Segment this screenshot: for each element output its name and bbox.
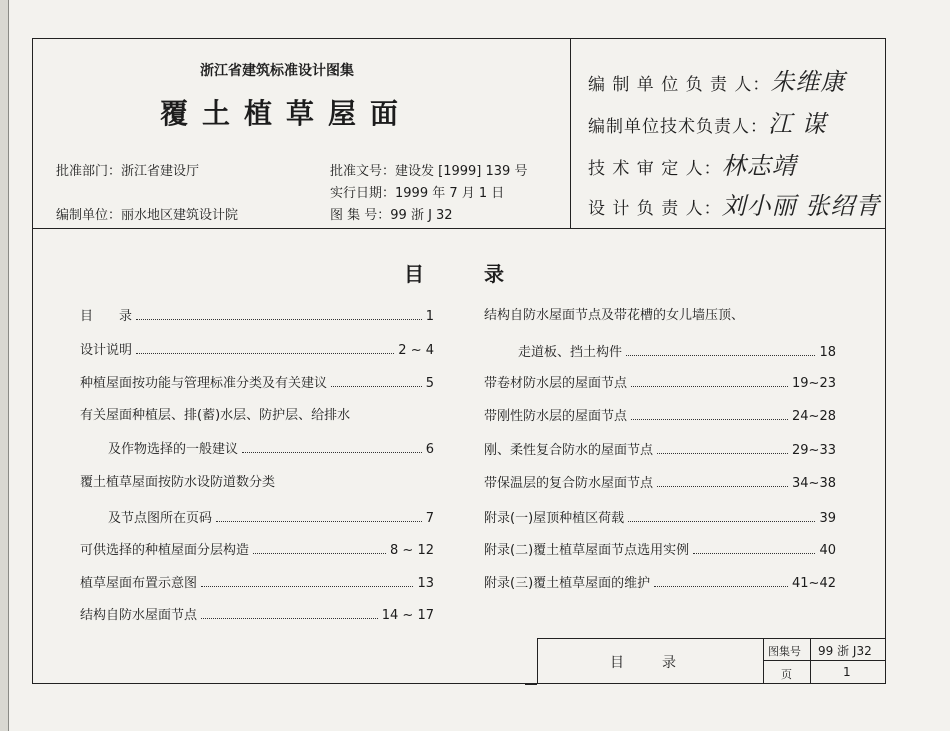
toc-entry <box>80 304 434 324</box>
toc-leader <box>628 521 815 522</box>
page-label: 页 <box>781 668 792 681</box>
toc-entry-label: 带卷材防水层的屋面节点 <box>484 376 628 391</box>
compile-unit <box>56 204 238 223</box>
toc-entry <box>484 438 836 458</box>
approval-doc-label: 批准文号： <box>330 164 396 179</box>
toc-entry-label: 可供选择的种植屋面分层构造 <box>80 543 250 558</box>
atlas-number-label: 图 集 号： <box>330 208 391 223</box>
title-block-title-char: 录 <box>662 655 676 671</box>
toc-entry <box>518 340 836 360</box>
toc-leader <box>253 553 386 554</box>
toc-entry <box>484 371 836 391</box>
toc-leader <box>631 419 788 420</box>
toc-entry-label: 带保温层的复合防水屋面节点 <box>484 476 654 491</box>
signature-row <box>588 62 845 97</box>
header-divider <box>32 228 886 229</box>
atlas-number-label: 图集号 <box>768 645 801 658</box>
toc-leader <box>136 319 422 320</box>
toc-entry-label: 附录(一)屋顶种植区荷载 <box>484 511 625 526</box>
toc-entry <box>108 506 434 526</box>
signature-role: 编制单位技术负责人： <box>588 117 768 137</box>
signature-row <box>588 146 797 181</box>
signature-role: 技 术 审 定 人： <box>588 159 722 179</box>
toc-entry <box>80 371 434 391</box>
title-block-divider <box>763 638 764 684</box>
toc-entry-page: 39 <box>819 511 836 526</box>
signature-row <box>588 186 880 221</box>
toc-entry-page: 7 <box>425 511 434 526</box>
toc-leader <box>331 386 422 387</box>
toc-entry-label: 附录(三)覆土植草屋面的维护 <box>484 576 651 591</box>
toc-entry-label: 目 录 <box>80 309 133 324</box>
title-block-title-char: 目 <box>610 655 624 671</box>
toc-entry-page: 19~23 <box>792 376 836 391</box>
toc-entry-page: 40 <box>819 543 836 558</box>
toc-heading-char: 目 <box>404 262 424 286</box>
handwritten-signature: 江 谋 <box>768 110 827 138</box>
frame-mark <box>525 684 537 685</box>
toc-heading <box>404 258 504 287</box>
atlas-number-value: 99 浙 J 32 <box>390 208 453 223</box>
title-block-title <box>610 652 676 672</box>
toc-entry-label: 种植屋面按功能与管理标准分类及有关建议 <box>80 376 328 391</box>
toc-leader <box>654 586 788 587</box>
atlas-number-value: 99 浙 J32 <box>818 644 872 658</box>
toc-entry-page: 5 <box>425 376 434 391</box>
toc-leader <box>693 553 815 554</box>
toc-leader <box>626 355 815 356</box>
approval-dept-value: 浙江省建设厅 <box>121 164 200 179</box>
effective-date-value: 1999 年 7 月 1 日 <box>395 186 505 201</box>
toc-entry <box>484 404 836 424</box>
toc-entry <box>80 603 434 623</box>
toc-entry-label: 刚、柔性复合防水的屋面节点 <box>484 443 654 458</box>
toc-entry-page: 34~38 <box>792 476 836 491</box>
toc-entry <box>484 571 836 591</box>
title-block-divider <box>810 638 811 684</box>
binding-edge <box>0 0 9 731</box>
toc-entry <box>484 506 836 526</box>
effective-date-label: 实行日期： <box>330 186 396 201</box>
atlas-number <box>330 204 453 223</box>
toc-leader <box>242 452 422 453</box>
effective-date <box>330 182 504 201</box>
signature-row <box>588 104 827 139</box>
toc-entry-page: 24~28 <box>792 409 836 424</box>
title-block-divider <box>763 660 886 661</box>
handwritten-signature: 林志靖 <box>721 152 797 180</box>
header-column-divider <box>570 38 571 228</box>
atlas-title: 覆土植草屋面 <box>160 97 413 130</box>
toc-entry-label: 及作物选择的一般建议 <box>108 442 239 457</box>
toc-entry-label: 结构自防水屋面节点及带花槽的女儿墙压顶、 <box>484 308 745 323</box>
toc-entry <box>484 471 836 491</box>
handwritten-signature: 刘小丽 张绍青 <box>721 192 881 220</box>
toc-entry <box>484 538 836 558</box>
handwritten-signature: 朱维康 <box>770 68 846 96</box>
toc-entry-label: 走道板、挡土构件 <box>518 345 623 360</box>
page-number: 1 <box>843 665 851 679</box>
toc-leader <box>201 586 413 587</box>
approval-dept-label: 批准部门： <box>56 164 122 179</box>
toc-leader <box>216 521 422 522</box>
toc-entry-page: 8 ~ 12 <box>390 543 434 558</box>
toc-entry-page: 2 ~ 4 <box>398 343 434 358</box>
signature-role: 设 计 负 责 人： <box>588 199 722 219</box>
toc-leader <box>201 618 378 619</box>
toc-entry-page: 13 <box>417 576 434 591</box>
toc-entry <box>108 437 434 457</box>
toc-entry-label: 结构自防水屋面节点 <box>80 608 198 623</box>
approval-dept <box>56 160 199 179</box>
toc-entry <box>80 338 434 358</box>
toc-entry-page: 6 <box>425 442 434 457</box>
series-title: 浙江省建筑标准设计图集 <box>200 63 354 79</box>
toc-heading-char: 录 <box>484 262 504 286</box>
toc-entry-page: 18 <box>819 345 836 360</box>
toc-leader <box>631 386 788 387</box>
toc-entry <box>80 538 434 558</box>
signature-role: 编 制 单 位 负 责 人： <box>588 75 771 95</box>
toc-entry-page: 1 <box>425 309 434 324</box>
toc-entry-page: 41~42 <box>792 576 836 591</box>
toc-entry-label: 有关屋面种植层、排(蓄)水层、防护层、给排水 <box>80 408 351 423</box>
approval-doc-value: 建设发 [1999] 139 号 <box>395 164 528 179</box>
toc-entry-label: 植草屋面布置示意图 <box>80 576 198 591</box>
approval-doc <box>330 160 527 179</box>
toc-leader <box>657 486 788 487</box>
toc-entry-label: 及节点图所在页码 <box>108 511 213 526</box>
toc-leader <box>657 453 788 454</box>
toc-entry-label: 带刚性防水层的屋面节点 <box>484 409 628 424</box>
compile-unit-label: 编制单位： <box>56 208 122 223</box>
toc-entry-label: 覆土植草屋面按防水设防道数分类 <box>80 475 276 490</box>
toc-entry-page: 29~33 <box>792 443 836 458</box>
toc-entry-label: 附录(二)覆土植草屋面节点选用实例 <box>484 543 690 558</box>
toc-leader <box>136 353 394 354</box>
compile-unit-value: 丽水地区建筑设计院 <box>121 208 239 223</box>
toc-entry <box>80 571 434 591</box>
toc-entry-label: 设计说明 <box>80 343 133 358</box>
toc-entry-page: 14 ~ 17 <box>381 608 434 623</box>
